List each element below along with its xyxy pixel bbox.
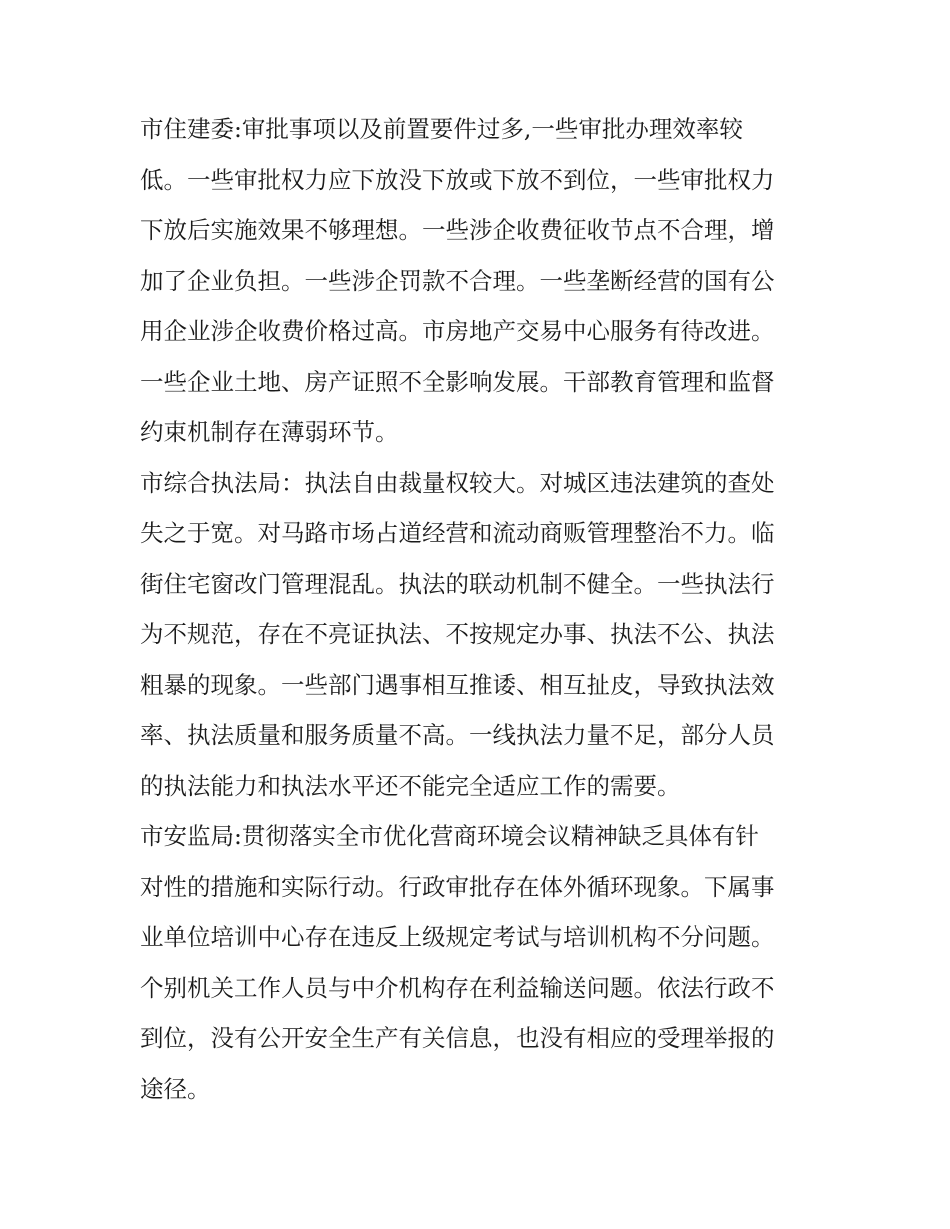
text-line: 业单位培训中心存在违反上级规定考试与培训机构不分问题。 [140, 923, 775, 951]
text-line: 约束机制存在薄弱环节。 [140, 418, 399, 446]
text-line: 对性的措施和实际行动。行政审批存在体外循环现象。下属事 [140, 872, 775, 901]
text-line: 街住宅窗改门管理混乱。执法的联动机制不健全。一些执法行 [140, 569, 775, 598]
text-line: 加了企业负担。一些涉企罚款不合理。一些垄断经营的国有公 [140, 266, 775, 295]
text-line: 市安监局:贯彻落实全市优化营商环境会议精神缺乏具体有针 [140, 822, 759, 850]
text-line: 为不规范，存在不亮证执法、不按规定办事、执法不公、执法 [140, 620, 775, 648]
text-line: 个别机关工作人员与中介机构存在利益输送问题。依法行政不 [140, 973, 775, 1002]
text-line: 用企业涉企收费价格过高。市房地产交易中心服务有待改进。 [140, 317, 775, 345]
text-line: 市综合执法局：执法自由裁量权较大。对城区违法建筑的查处 [140, 468, 775, 497]
text-line: 低。一些审批权力应下放没下放或下放不到位，一些审批权力 [140, 165, 775, 194]
text-line: 到位，没有公开安全生产有关信息，也没有相应的受理举报的 [140, 1024, 775, 1052]
text-line: 的执法能力和执法水平还不能完全适应工作的需要。 [140, 771, 681, 800]
text-line: 下放后实施效果不够理想。一些涉企收费征收节点不合理，增 [140, 216, 775, 244]
text-line: 粗暴的现象。一些部门遇事相互推诿、相互扯皮，导致执法效 [140, 670, 775, 699]
text-line: 途径。 [140, 1074, 211, 1103]
text-line: 市住建委:审批事项以及前置要件过多,一些审批办理效率较 [140, 115, 743, 143]
text-line: 一些企业土地、房产证照不全影响发展。干部教育管理和监督 [140, 367, 775, 396]
text-line: 失之于宽。对马路市场占道经营和流动商贩管理整治不力。临 [140, 519, 775, 547]
document-body [140, 111, 820, 1121]
text-line: 率、执法质量和服务质量不高。一线执法力量不足，部分人员 [140, 721, 775, 749]
